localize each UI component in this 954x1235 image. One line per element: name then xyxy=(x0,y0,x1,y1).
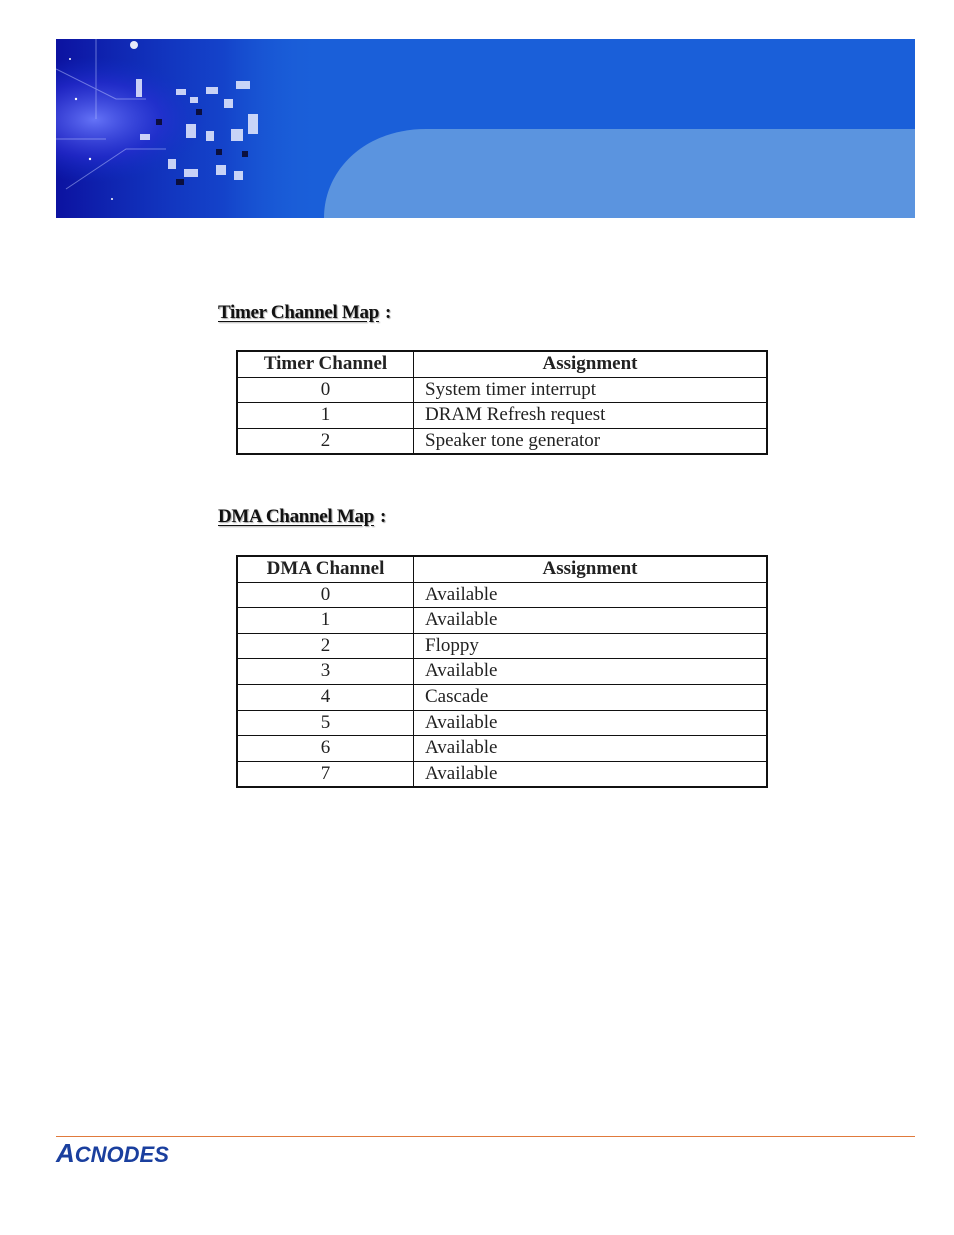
table-row xyxy=(237,403,767,429)
dma-channel-cell: 3 xyxy=(237,659,414,685)
table-row xyxy=(237,684,767,710)
timer-channel-map-title xyxy=(218,302,391,324)
assignment-cell: Available xyxy=(414,761,768,787)
acnodes-logo xyxy=(56,1138,169,1169)
table-row xyxy=(237,428,767,454)
timer-title-text: Timer Channel Map xyxy=(218,302,379,323)
dma-channel-map-title xyxy=(218,506,386,528)
timer-channel-table xyxy=(236,350,768,455)
dma-channel-table xyxy=(236,555,768,788)
table-row xyxy=(237,633,767,659)
dma-channel-cell: 6 xyxy=(237,736,414,762)
dma-title-colon: : xyxy=(379,506,386,527)
timer-title-colon: : xyxy=(385,302,392,323)
table-row xyxy=(237,377,767,403)
header-banner xyxy=(56,39,915,218)
assignment-cell: System timer interrupt xyxy=(414,377,768,403)
column-header-assignment: Assignment xyxy=(414,556,768,582)
footer-divider xyxy=(56,1136,915,1137)
timer-channel-cell: 2 xyxy=(237,428,414,454)
assignment-cell: Cascade xyxy=(414,684,768,710)
dma-channel-cell: 4 xyxy=(237,684,414,710)
column-header-dma-channel: DMA Channel xyxy=(237,556,414,582)
dma-channel-cell: 0 xyxy=(237,582,414,608)
assignment-cell: Floppy xyxy=(414,633,768,659)
logo-wordmark: CNODES xyxy=(74,1142,169,1167)
logo-initial: A xyxy=(56,1138,75,1168)
assignment-cell: Speaker tone generator xyxy=(414,428,768,454)
assignment-cell: Available xyxy=(414,608,768,634)
column-header-timer-channel: Timer Channel xyxy=(237,351,414,377)
table-row xyxy=(237,736,767,762)
table-header-row xyxy=(237,351,767,377)
table-header-row xyxy=(237,556,767,582)
timer-channel-cell: 0 xyxy=(237,377,414,403)
column-header-assignment: Assignment xyxy=(414,351,768,377)
assignment-cell: DRAM Refresh request xyxy=(414,403,768,429)
dma-channel-cell: 7 xyxy=(237,761,414,787)
timer-channel-cell: 1 xyxy=(237,403,414,429)
table-row xyxy=(237,710,767,736)
table-row xyxy=(237,659,767,685)
dma-channel-cell: 5 xyxy=(237,710,414,736)
table-row xyxy=(237,761,767,787)
circuit-board-image xyxy=(56,39,915,218)
assignment-cell: Available xyxy=(414,659,768,685)
dma-channel-cell: 1 xyxy=(237,608,414,634)
assignment-cell: Available xyxy=(414,710,768,736)
dma-title-text: DMA Channel Map xyxy=(218,506,374,527)
table-row xyxy=(237,608,767,634)
dma-channel-cell: 2 xyxy=(237,633,414,659)
table-row xyxy=(237,582,767,608)
assignment-cell: Available xyxy=(414,582,768,608)
assignment-cell: Available xyxy=(414,736,768,762)
